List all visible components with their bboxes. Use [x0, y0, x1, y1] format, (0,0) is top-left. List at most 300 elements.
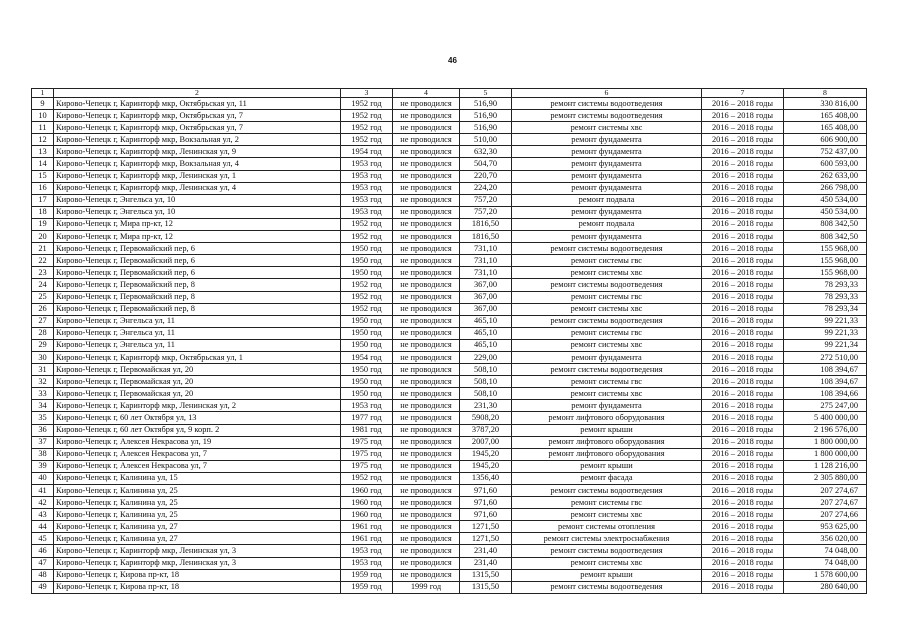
- address-cell: Кирово-Чепецк г, Первомайский пер, 6: [54, 255, 341, 267]
- work-type-cell: ремонт фундамента: [512, 351, 702, 363]
- table-row: [32, 400, 867, 412]
- row-number: 32: [32, 376, 54, 388]
- period-cell: 2016 – 2018 годы: [702, 351, 784, 363]
- row-number: 34: [32, 400, 54, 412]
- work-type-cell: ремонт системы водоотведения: [512, 364, 702, 376]
- column-number: 5: [460, 89, 512, 98]
- build-year-cell: 1953 год: [341, 170, 393, 182]
- column-number: 4: [393, 89, 460, 98]
- work-type-cell: ремонт системы водоотведения: [512, 315, 702, 327]
- area-cell: 731,10: [460, 267, 512, 279]
- period-cell: 2016 – 2018 годы: [702, 279, 784, 291]
- area-cell: 510,00: [460, 134, 512, 146]
- period-cell: 2016 – 2018 годы: [702, 581, 784, 593]
- build-year-cell: 1975 год: [341, 448, 393, 460]
- area-cell: 229,00: [460, 351, 512, 363]
- row-number: 24: [32, 279, 54, 291]
- last-repair-cell: 1999 год: [393, 581, 460, 593]
- cost-cell: 953 625,00: [784, 521, 867, 533]
- last-repair-cell: не проводился: [393, 424, 460, 436]
- table-row: [32, 255, 867, 267]
- work-type-cell: ремонт фасада: [512, 472, 702, 484]
- address-cell: Кирово-Чепецк г, Каринторф мкр, Ленинская ул, 1: [54, 170, 341, 182]
- address-cell: Кирово-Чепецк г, Первомайский пер, 6: [54, 243, 341, 255]
- period-cell: 2016 – 2018 годы: [702, 218, 784, 230]
- build-year-cell: 1952 год: [341, 218, 393, 230]
- build-year-cell: 1961 год: [341, 533, 393, 545]
- period-cell: 2016 – 2018 годы: [702, 194, 784, 206]
- row-number: 31: [32, 364, 54, 376]
- table-row: [32, 291, 867, 303]
- cost-cell: 2 196 576,00: [784, 424, 867, 436]
- period-cell: 2016 – 2018 годы: [702, 243, 784, 255]
- row-number: 11: [32, 122, 54, 134]
- build-year-cell: 1961 год: [341, 521, 393, 533]
- row-number: 49: [32, 581, 54, 593]
- row-number: 28: [32, 327, 54, 339]
- build-year-cell: 1953 год: [341, 557, 393, 569]
- work-type-cell: ремонт системы гвс: [512, 376, 702, 388]
- row-number: 39: [32, 460, 54, 472]
- area-cell: 367,00: [460, 303, 512, 315]
- address-cell: Кирово-Чепецк г, Первомайская ул, 20: [54, 364, 341, 376]
- area-cell: 757,20: [460, 194, 512, 206]
- address-cell: Кирово-Чепецк г, Калинина ул, 25: [54, 497, 341, 509]
- cost-cell: 207 274,66: [784, 509, 867, 521]
- cost-cell: 1 578 600,00: [784, 569, 867, 581]
- build-year-cell: 1952 год: [341, 472, 393, 484]
- period-cell: 2016 – 2018 годы: [702, 497, 784, 509]
- area-cell: 971,60: [460, 485, 512, 497]
- period-cell: 2016 – 2018 годы: [702, 388, 784, 400]
- row-number: 29: [32, 339, 54, 351]
- address-cell: Кирово-Чепецк г, Каринторф мкр, Октябрьская ул, 11: [54, 98, 341, 110]
- row-number: 14: [32, 158, 54, 170]
- address-cell: Кирово-Чепецк г, Каринторф мкр, Ленинская ул, 3: [54, 557, 341, 569]
- housing-repair-table: [31, 88, 867, 594]
- work-type-cell: ремонт фундамента: [512, 206, 702, 218]
- table-row: [32, 533, 867, 545]
- last-repair-cell: не проводился: [393, 497, 460, 509]
- build-year-cell: 1952 год: [341, 303, 393, 315]
- address-cell: Кирово-Чепецк г, Калинина ул, 15: [54, 472, 341, 484]
- cost-cell: 108 394,67: [784, 364, 867, 376]
- address-cell: Кирово-Чепецк г, Каринторф мкр, Вокзальная ул, 4: [54, 158, 341, 170]
- table-body: [32, 98, 867, 594]
- address-cell: Кирово-Чепецк г, Каринторф мкр, Ленинская ул, 2: [54, 400, 341, 412]
- work-type-cell: ремонт системы водоотведения: [512, 110, 702, 122]
- cost-cell: 450 534,00: [784, 206, 867, 218]
- last-repair-cell: не проводился: [393, 521, 460, 533]
- row-number: 36: [32, 424, 54, 436]
- address-cell: Кирово-Чепецк г, Каринторф мкр, Октябрьская ул, 7: [54, 122, 341, 134]
- work-type-cell: ремонт фундамента: [512, 231, 702, 243]
- work-type-cell: ремонт системы хвс: [512, 303, 702, 315]
- work-type-cell: ремонт системы хвс: [512, 388, 702, 400]
- area-cell: 5908,20: [460, 412, 512, 424]
- last-repair-cell: не проводился: [393, 279, 460, 291]
- row-number: 40: [32, 472, 54, 484]
- row-number: 38: [32, 448, 54, 460]
- cost-cell: 165 408,00: [784, 122, 867, 134]
- address-cell: Кирово-Чепецк г, Первомайский пер, 8: [54, 279, 341, 291]
- build-year-cell: 1950 год: [341, 364, 393, 376]
- last-repair-cell: не проводился: [393, 243, 460, 255]
- address-cell: Кирово-Чепецк г, Каринторф мкр, Ленинская ул, 4: [54, 182, 341, 194]
- area-cell: 508,10: [460, 376, 512, 388]
- cost-cell: 262 633,00: [784, 170, 867, 182]
- table-row: [32, 315, 867, 327]
- area-cell: 971,60: [460, 497, 512, 509]
- table-row: [32, 134, 867, 146]
- last-repair-cell: не проводился: [393, 98, 460, 110]
- build-year-cell: 1954 год: [341, 146, 393, 158]
- last-repair-cell: не проводился: [393, 545, 460, 557]
- last-repair-cell: не проводился: [393, 231, 460, 243]
- period-cell: 2016 – 2018 годы: [702, 206, 784, 218]
- cost-cell: 78 293,33: [784, 279, 867, 291]
- address-cell: Кирово-Чепецк г, Энгельса ул, 10: [54, 194, 341, 206]
- build-year-cell: 1950 год: [341, 315, 393, 327]
- period-cell: 2016 – 2018 годы: [702, 110, 784, 122]
- cost-cell: 99 221,34: [784, 339, 867, 351]
- cost-cell: 1 128 216,00: [784, 460, 867, 472]
- work-type-cell: ремонт системы водоотведения: [512, 243, 702, 255]
- last-repair-cell: не проводился: [393, 460, 460, 472]
- area-cell: 231,30: [460, 400, 512, 412]
- address-cell: Кирово-Чепецк г, Калинина ул, 25: [54, 485, 341, 497]
- area-cell: 1816,50: [460, 231, 512, 243]
- row-number: 47: [32, 557, 54, 569]
- address-cell: Кирово-Чепецк г, Энгельса ул, 11: [54, 315, 341, 327]
- area-cell: 2007,00: [460, 436, 512, 448]
- area-cell: 504,70: [460, 158, 512, 170]
- period-cell: 2016 – 2018 годы: [702, 231, 784, 243]
- last-repair-cell: не проводился: [393, 509, 460, 521]
- work-type-cell: ремонт подвала: [512, 194, 702, 206]
- table-row: [32, 339, 867, 351]
- row-number: 35: [32, 412, 54, 424]
- table-row: [32, 376, 867, 388]
- cost-cell: 2 305 880,00: [784, 472, 867, 484]
- last-repair-cell: не проводился: [393, 388, 460, 400]
- work-type-cell: ремонт системы отопления: [512, 521, 702, 533]
- cost-cell: 280 640,00: [784, 581, 867, 593]
- area-cell: 465,10: [460, 315, 512, 327]
- row-number: 27: [32, 315, 54, 327]
- column-number: 1: [32, 89, 54, 98]
- build-year-cell: 1959 год: [341, 581, 393, 593]
- area-cell: 465,10: [460, 327, 512, 339]
- table-row: [32, 218, 867, 230]
- last-repair-cell: не проводился: [393, 255, 460, 267]
- build-year-cell: 1950 год: [341, 267, 393, 279]
- period-cell: 2016 – 2018 годы: [702, 339, 784, 351]
- address-cell: Кирово-Чепецк г, Первомайский пер, 8: [54, 303, 341, 315]
- table-row: [32, 122, 867, 134]
- period-cell: 2016 – 2018 годы: [702, 267, 784, 279]
- row-number: 18: [32, 206, 54, 218]
- last-repair-cell: не проводился: [393, 267, 460, 279]
- cost-cell: 1 800 000,00: [784, 448, 867, 460]
- address-cell: Кирово-Чепецк г, Калинина ул, 27: [54, 521, 341, 533]
- area-cell: 757,20: [460, 206, 512, 218]
- row-number: 26: [32, 303, 54, 315]
- build-year-cell: 1953 год: [341, 206, 393, 218]
- cost-cell: 108 394,66: [784, 388, 867, 400]
- row-number: 10: [32, 110, 54, 122]
- table-row: [32, 581, 867, 593]
- cost-cell: 752 437,00: [784, 146, 867, 158]
- last-repair-cell: не проводился: [393, 182, 460, 194]
- period-cell: 2016 – 2018 годы: [702, 557, 784, 569]
- cost-cell: 155 968,00: [784, 255, 867, 267]
- build-year-cell: 1950 год: [341, 376, 393, 388]
- last-repair-cell: не проводился: [393, 122, 460, 134]
- cost-cell: 74 048,00: [784, 557, 867, 569]
- address-cell: Кирово-Чепецк г, Каринторф мкр, Ленинская ул, 3: [54, 545, 341, 557]
- row-number: 37: [32, 436, 54, 448]
- address-cell: Кирово-Чепецк г, Каринторф мкр, Октябрьская ул, 7: [54, 110, 341, 122]
- address-cell: Кирово-Чепецк г, Энгельса ул, 11: [54, 327, 341, 339]
- address-cell: Кирово-Чепецк г, Калинина ул, 27: [54, 533, 341, 545]
- cost-cell: 272 510,00: [784, 351, 867, 363]
- work-type-cell: ремонт подвала: [512, 218, 702, 230]
- area-cell: 1945,20: [460, 460, 512, 472]
- row-number: 12: [32, 134, 54, 146]
- area-cell: 516,90: [460, 110, 512, 122]
- table-row: [32, 170, 867, 182]
- row-number: 17: [32, 194, 54, 206]
- table-row: [32, 98, 867, 110]
- row-number: 20: [32, 231, 54, 243]
- area-cell: 971,60: [460, 509, 512, 521]
- area-cell: 508,10: [460, 364, 512, 376]
- build-year-cell: 1981 год: [341, 424, 393, 436]
- build-year-cell: 1952 год: [341, 231, 393, 243]
- work-type-cell: ремонт системы электроснабжения: [512, 533, 702, 545]
- row-number: 45: [32, 533, 54, 545]
- build-year-cell: 1952 год: [341, 98, 393, 110]
- table-row: [32, 351, 867, 363]
- last-repair-cell: не проводился: [393, 351, 460, 363]
- area-cell: 1945,20: [460, 448, 512, 460]
- period-cell: 2016 – 2018 годы: [702, 315, 784, 327]
- last-repair-cell: не проводился: [393, 412, 460, 424]
- table-row: [32, 485, 867, 497]
- row-number: 23: [32, 267, 54, 279]
- period-cell: 2016 – 2018 годы: [702, 364, 784, 376]
- last-repair-cell: не проводился: [393, 327, 460, 339]
- cost-cell: 207 274,67: [784, 497, 867, 509]
- period-cell: 2016 – 2018 годы: [702, 158, 784, 170]
- row-number: 25: [32, 291, 54, 303]
- period-cell: 2016 – 2018 годы: [702, 327, 784, 339]
- area-cell: 1315,50: [460, 581, 512, 593]
- row-number: 9: [32, 98, 54, 110]
- cost-cell: 275 247,00: [784, 400, 867, 412]
- period-cell: 2016 – 2018 годы: [702, 545, 784, 557]
- area-cell: 1816,50: [460, 218, 512, 230]
- last-repair-cell: не проводился: [393, 194, 460, 206]
- work-type-cell: ремонт фундамента: [512, 146, 702, 158]
- row-number: 13: [32, 146, 54, 158]
- last-repair-cell: не проводился: [393, 291, 460, 303]
- build-year-cell: 1960 год: [341, 485, 393, 497]
- cost-cell: 74 048,00: [784, 545, 867, 557]
- row-number: 19: [32, 218, 54, 230]
- work-type-cell: ремонт фундамента: [512, 400, 702, 412]
- work-type-cell: ремонт системы водоотведения: [512, 581, 702, 593]
- build-year-cell: 1950 год: [341, 327, 393, 339]
- work-type-cell: ремонт фундамента: [512, 134, 702, 146]
- address-cell: Кирово-Чепецк г, Каринторф мкр, Вокзальная ул, 2: [54, 134, 341, 146]
- row-number: 16: [32, 182, 54, 194]
- period-cell: 2016 – 2018 годы: [702, 436, 784, 448]
- row-number: 22: [32, 255, 54, 267]
- build-year-cell: 1950 год: [341, 255, 393, 267]
- period-cell: 2016 – 2018 годы: [702, 460, 784, 472]
- table-row: [32, 279, 867, 291]
- last-repair-cell: не проводился: [393, 436, 460, 448]
- work-type-cell: ремонт системы гвс: [512, 497, 702, 509]
- table-row: [32, 110, 867, 122]
- table-row: [32, 194, 867, 206]
- cost-cell: 155 968,00: [784, 243, 867, 255]
- period-cell: 2016 – 2018 годы: [702, 182, 784, 194]
- build-year-cell: 1975 год: [341, 460, 393, 472]
- last-repair-cell: не проводился: [393, 146, 460, 158]
- work-type-cell: ремонт системы гвс: [512, 255, 702, 267]
- area-cell: 516,90: [460, 122, 512, 134]
- work-type-cell: ремонт лифтового оборудования: [512, 448, 702, 460]
- work-type-cell: ремонт системы водоотведения: [512, 545, 702, 557]
- column-number: 7: [702, 89, 784, 98]
- address-cell: Кирово-Чепецк г, Алексея Некрасова ул, 7: [54, 460, 341, 472]
- table-row: [32, 521, 867, 533]
- cost-cell: 266 798,00: [784, 182, 867, 194]
- build-year-cell: 1960 год: [341, 509, 393, 521]
- period-cell: 2016 – 2018 годы: [702, 134, 784, 146]
- period-cell: 2016 – 2018 годы: [702, 255, 784, 267]
- table-row: [32, 497, 867, 509]
- work-type-cell: ремонт фундамента: [512, 158, 702, 170]
- last-repair-cell: не проводился: [393, 533, 460, 545]
- row-number: 43: [32, 509, 54, 521]
- address-cell: Кирово-Чепецк г, Каринторф мкр, Ленинская ул, 9: [54, 146, 341, 158]
- build-year-cell: 1950 год: [341, 243, 393, 255]
- last-repair-cell: не проводился: [393, 110, 460, 122]
- area-cell: 632,30: [460, 146, 512, 158]
- work-type-cell: ремонт фундамента: [512, 170, 702, 182]
- row-number: 15: [32, 170, 54, 182]
- address-cell: Кирово-Чепецк г, 60 лет Октября ул, 13: [54, 412, 341, 424]
- work-type-cell: ремонт фундамента: [512, 182, 702, 194]
- address-cell: Кирово-Чепецк г, Первомайский пер, 8: [54, 291, 341, 303]
- table-row: [32, 231, 867, 243]
- table-row: [32, 472, 867, 484]
- build-year-cell: 1950 год: [341, 388, 393, 400]
- cost-cell: 165 408,00: [784, 110, 867, 122]
- period-cell: 2016 – 2018 годы: [702, 448, 784, 460]
- work-type-cell: ремонт системы хвс: [512, 267, 702, 279]
- table-row: [32, 327, 867, 339]
- period-cell: 2016 – 2018 годы: [702, 533, 784, 545]
- last-repair-cell: не проводился: [393, 448, 460, 460]
- cost-cell: 99 221,33: [784, 315, 867, 327]
- work-type-cell: ремонт системы гвс: [512, 327, 702, 339]
- period-cell: 2016 – 2018 годы: [702, 98, 784, 110]
- build-year-cell: 1952 год: [341, 134, 393, 146]
- cost-cell: 5 400 000,00: [784, 412, 867, 424]
- last-repair-cell: не проводился: [393, 557, 460, 569]
- build-year-cell: 1975 год: [341, 436, 393, 448]
- last-repair-cell: не проводился: [393, 218, 460, 230]
- build-year-cell: 1959 год: [341, 569, 393, 581]
- table-row: [32, 448, 867, 460]
- area-cell: 1271,50: [460, 521, 512, 533]
- last-repair-cell: не проводился: [393, 339, 460, 351]
- work-type-cell: ремонт системы водоотведения: [512, 279, 702, 291]
- period-cell: 2016 – 2018 годы: [702, 485, 784, 497]
- area-cell: 367,00: [460, 279, 512, 291]
- address-cell: Кирово-Чепецк г, Энгельса ул, 11: [54, 339, 341, 351]
- area-cell: 231,40: [460, 557, 512, 569]
- last-repair-cell: не проводился: [393, 206, 460, 218]
- address-cell: Кирово-Чепецк г, Алексея Некрасова ул, 19: [54, 436, 341, 448]
- cost-cell: 207 274,67: [784, 485, 867, 497]
- period-cell: 2016 – 2018 годы: [702, 521, 784, 533]
- row-number: 30: [32, 351, 54, 363]
- build-year-cell: 1952 год: [341, 122, 393, 134]
- cost-cell: 155 968,00: [784, 267, 867, 279]
- page-number: 46: [448, 56, 457, 65]
- build-year-cell: 1953 год: [341, 400, 393, 412]
- period-cell: 2016 – 2018 годы: [702, 569, 784, 581]
- work-type-cell: ремонт крыши: [512, 569, 702, 581]
- address-cell: Кирово-Чепецк г, Калинина ул, 25: [54, 509, 341, 521]
- address-cell: Кирово-Чепецк г, Каринторф мкр, Октябрьская ул, 1: [54, 351, 341, 363]
- table-row: [32, 267, 867, 279]
- work-type-cell: ремонт системы водоотведения: [512, 98, 702, 110]
- work-type-cell: ремонт системы хвс: [512, 509, 702, 521]
- address-cell: Кирово-Чепецк г, Алексея Некрасова ул, 7: [54, 448, 341, 460]
- last-repair-cell: не проводился: [393, 170, 460, 182]
- cost-cell: 99 221,33: [784, 327, 867, 339]
- table-row: [32, 243, 867, 255]
- build-year-cell: 1953 год: [341, 182, 393, 194]
- table-row: [32, 557, 867, 569]
- table-row: [32, 545, 867, 557]
- table-row: [32, 303, 867, 315]
- table-row: [32, 158, 867, 170]
- cost-cell: 108 394,67: [784, 376, 867, 388]
- build-year-cell: 1952 год: [341, 291, 393, 303]
- work-type-cell: ремонт лифтового оборудования: [512, 436, 702, 448]
- last-repair-cell: не проводился: [393, 485, 460, 497]
- area-cell: 367,00: [460, 291, 512, 303]
- row-number: 41: [32, 485, 54, 497]
- row-number: 33: [32, 388, 54, 400]
- last-repair-cell: не проводился: [393, 569, 460, 581]
- period-cell: 2016 – 2018 годы: [702, 146, 784, 158]
- address-cell: Кирово-Чепецк г, Мира пр-кт, 12: [54, 231, 341, 243]
- cost-cell: 356 020,00: [784, 533, 867, 545]
- last-repair-cell: не проводился: [393, 303, 460, 315]
- last-repair-cell: не проводился: [393, 400, 460, 412]
- area-cell: 1356,40: [460, 472, 512, 484]
- address-cell: Кирово-Чепецк г, Мира пр-кт, 12: [54, 218, 341, 230]
